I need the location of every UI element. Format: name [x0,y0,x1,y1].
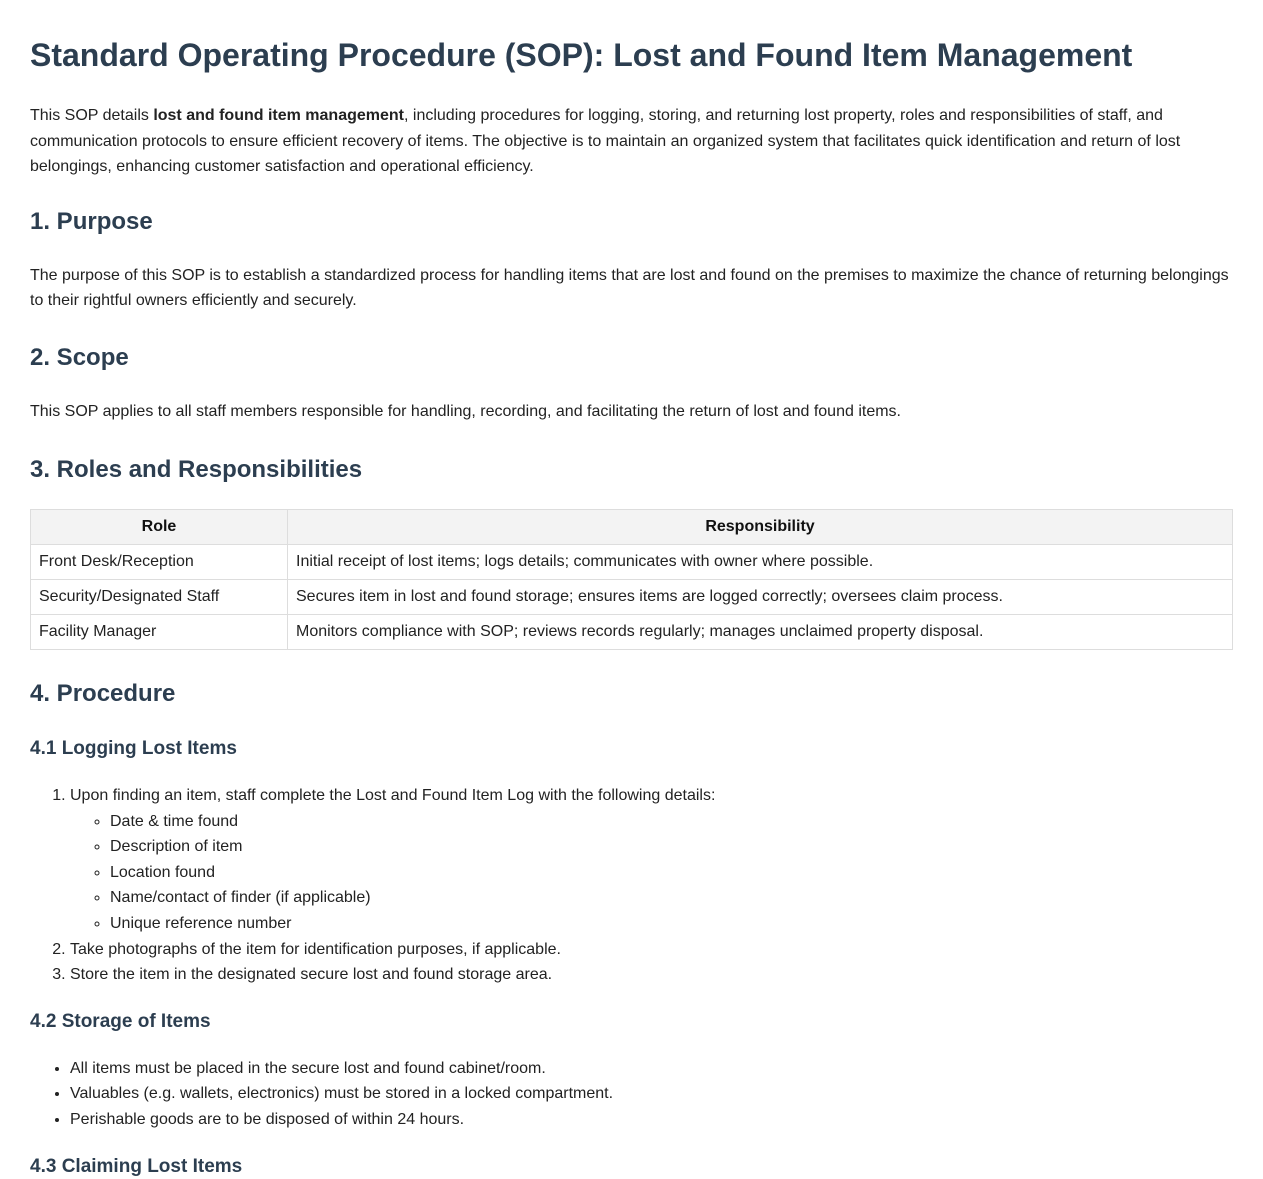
logging-heading: 4.1 Logging Lost Items [30,738,237,759]
role-cell: Front Desk/Reception [31,545,288,580]
list-item [70,783,1233,937]
table-row [31,615,1233,650]
page-title: Standard Operating Procedure (SOP): Lost and Found Item Management [30,37,1133,73]
scope-text: This SOP applies to all staff members responsible for handling, recording, and facilitating the return of lost and found items. [30,402,901,420]
table-row [31,545,1233,580]
roles-heading: 3. Roles and Responsibilities [30,456,363,483]
intro-text-start: This SOP details [30,107,154,124]
role-cell: Facility Manager [31,615,288,650]
list-item: 2. Take photographs of the item for identification purposes, if applicable. [70,937,1233,963]
responsibility-cell: Secures item in lost and found storage; ensures items are logged correctly; oversees claim process. [288,580,1233,615]
responsibility-cell: Initial receipt of lost items; logs details; communicates with owner where possible. [288,545,1233,580]
storage-list [30,1056,1233,1133]
storage-heading: 4.2 Storage of Items [30,1010,211,1032]
intro-paragraph [30,103,1233,180]
list-item: ◦ Unique reference number [110,911,1233,937]
list-item: • Perishable goods are to be disposed of within 24 hours. [70,1107,1233,1133]
table-header-row [31,510,1233,545]
role-cell: Security/Designated Staff [31,580,288,615]
purpose-text: The purpose of this SOP is to establish a standardized process for handling items that are lost and found on the premises to maximize the chance of returning belongings to their rightful owners efficiently and securely. [30,266,1229,309]
procedure-heading: 4. Procedure [30,680,176,707]
list-item: • All items must be placed in the secure lost and found cabinet/room. [70,1056,1233,1082]
intro-bold-text: lost and found item management [153,107,404,124]
table-row [31,580,1233,615]
intro-text-end: , including procedures for logging, storing, and returning lost property, roles and responsibilities of staff, and communication protocols to ensure efficient recovery of items. The objective is to maintain an organized system that facilitates quick identification and return of lost belongings, enhancing customer satisfaction and operational efficiency. [30,107,1181,175]
list-item: ◦ Name/contact of finder (if applicable) [110,885,1233,911]
responsibility-cell: Monitors compliance with SOP; reviews records regularly; manages unclaimed property disposal. [288,615,1233,650]
header-responsibility: Responsibility [288,510,1233,545]
scope-heading: 2. Scope [30,343,129,371]
header-role: Role [31,510,288,545]
list-item: ◦ Date & time found [110,809,1233,835]
purpose-heading: 1. Purpose [30,207,153,235]
logging-step-text: Upon finding an item, staff complete the Lost and Found Item Log with the following details: [70,787,716,804]
list-item: ◦ Description of item [110,834,1233,860]
claiming-heading: 4.3 Claiming Lost Items [30,1155,243,1177]
list-item: • Valuables (e.g. wallets, electronics) must be stored in a locked compartment. [70,1081,1233,1107]
log-details-list [70,809,1233,937]
logging-steps-list [30,783,1233,988]
list-item: ◦ Location found [110,860,1233,886]
roles-table [30,509,1233,650]
list-item: 3. Store the item in the designated secure lost and found storage area. [70,962,1233,988]
